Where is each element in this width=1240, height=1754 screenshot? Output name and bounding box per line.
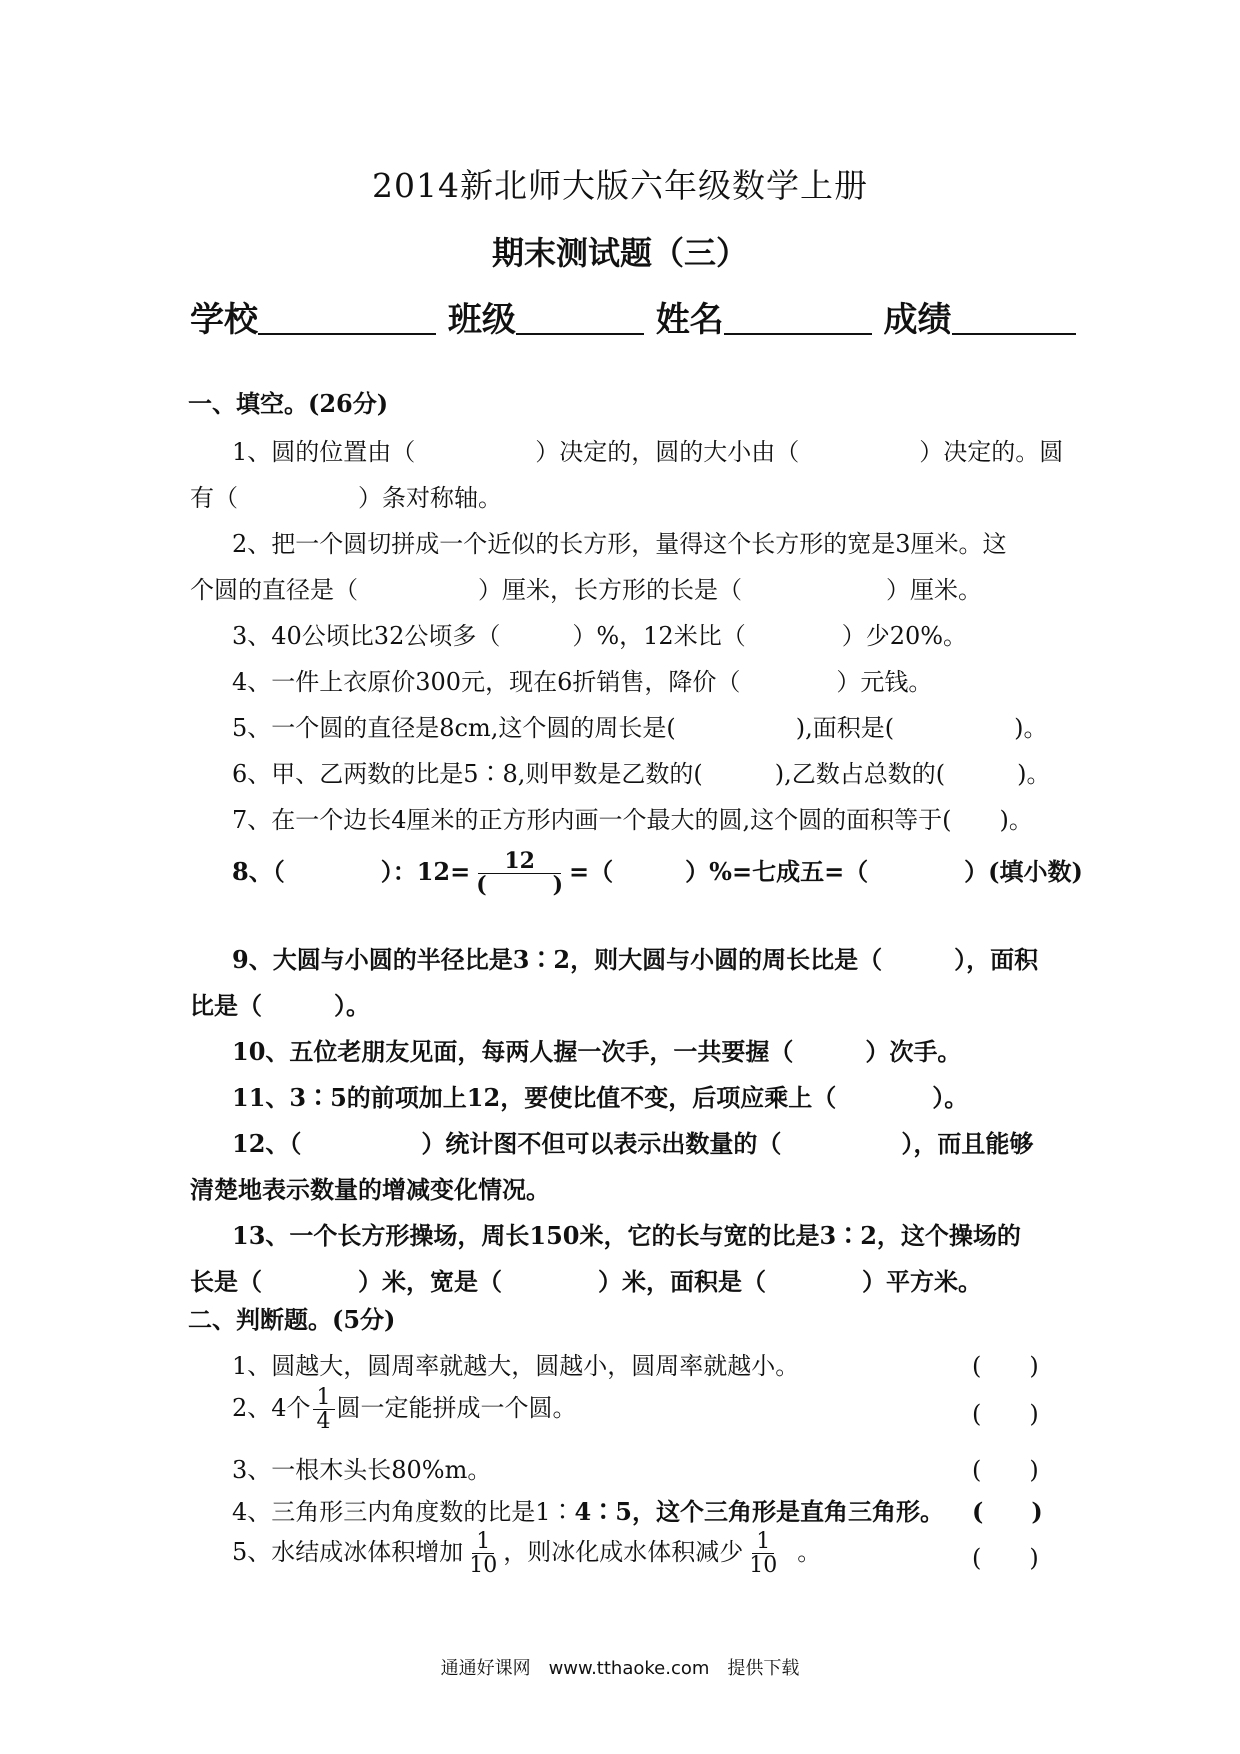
- question-11: 11、3∶5的前项加上12，要使比值不变，后项应乘上（ ）。: [232, 1083, 969, 1112]
- judgment-5-numerator-1: 1: [472, 1530, 494, 1554]
- judgment-2-denominator: 4: [316, 1409, 331, 1435]
- judgment-5-prefix: 5、水结成冰体积增加: [232, 1538, 464, 1567]
- judgment-4-prefix: 4、三角形三内角度数的比是1∶: [232, 1498, 575, 1526]
- exam-subtitle: 期末测试题（三）: [491, 234, 748, 272]
- judgment-5-fraction-1: [465, 1530, 501, 1577]
- judgment-2-fraction: [313, 1386, 335, 1433]
- school-blank[interactable]: [258, 303, 436, 335]
- question-12-line-1: 12、（ ）统计图不但可以表示出数量的（ ），而且能够: [232, 1129, 1034, 1158]
- question-9-line-1: 9、大圆与小圆的半径比是3∶2，则大圆与小圆的周长比是（ ），面积: [232, 945, 1039, 974]
- judgment-5-denominator-2: 10: [749, 1553, 778, 1579]
- section-true-false-heading: 二、判断题。(5分): [188, 1305, 396, 1334]
- exam-title: 2014新北师大版六年级数学上册: [372, 166, 868, 205]
- question-12-line-2: 清楚地表示数量的增减变化情况。: [190, 1175, 550, 1204]
- question-6: 6、甲、乙两数的比是5∶8,则甲数是乙数的( ),乙数占总数的( )。: [232, 760, 1051, 788]
- score-blank[interactable]: [952, 303, 1076, 335]
- question-13-line-1: 13、一个长方形操场，周长150米，它的长与宽的比是3∶2，这个操场的: [232, 1221, 1021, 1250]
- class-blank[interactable]: [516, 303, 644, 335]
- question-10: 10、五位老朋友见面，每两人握一次手，一共要握（ ）次手。: [232, 1037, 962, 1066]
- judgment-2-suffix: 圆一定能拼成一个圆。: [336, 1394, 577, 1423]
- question-3: 3、40公顷比32公顷多（ ）%，12米比（ ）少20%。: [232, 622, 968, 650]
- judgment-5-denominator-1: 10: [469, 1553, 498, 1579]
- judgment-5-middle: ，则冰化成水体积减少: [503, 1538, 744, 1567]
- judgment-5-fraction-2: [745, 1530, 781, 1577]
- judgment-2-prefix: 2、4个: [232, 1394, 311, 1423]
- name-label: 姓名: [655, 300, 724, 340]
- judgment-5: [232, 1530, 821, 1577]
- judgment-2-numerator: 1: [313, 1386, 335, 1410]
- score-label: 成绩: [883, 300, 952, 340]
- footer-source: 通通好课网 www.tthaoke.com 提供下载: [440, 1658, 800, 1679]
- judgment-3: 3、一根木头长80%m。: [232, 1456, 492, 1484]
- question-7: 7、在一个边长4厘米的正方形内画一个最大的圆,这个圆的面积等于( )。: [232, 806, 1033, 834]
- section-fill-blank-heading: 一、填空。(26分): [188, 389, 389, 418]
- judgment-1: 1、圆越大，圆周率就越大，圆越小，圆周率就越小。: [232, 1352, 800, 1380]
- judgment-4: [232, 1492, 944, 1527]
- judgment-5-answer[interactable]: ( ): [972, 1544, 1039, 1572]
- question-1-line-1: 1、圆的位置由（ ）决定的，圆的大小由（ ）决定的。圆: [232, 438, 1064, 466]
- class-label: 班级: [447, 300, 516, 340]
- student-info-line: [190, 292, 1076, 341]
- question-9-line-2: 比是（ ）。: [190, 991, 370, 1020]
- question-1-line-2: 有（ ）条对称轴。: [190, 484, 502, 512]
- school-label: 学校: [190, 300, 258, 340]
- question-2-line-1: 2、把一个圆切拼成一个近似的长方形，量得这个长方形的宽是3厘米。这: [232, 530, 1007, 558]
- question-8-suffix: =（ ）%=七成五=（ ）(填小数): [569, 857, 1083, 887]
- judgment-1-answer[interactable]: ( ): [972, 1352, 1039, 1380]
- question-8-numerator: 12: [478, 850, 561, 874]
- judgment-4-suffix: 4∶5，这个三角形是直角三角形。: [574, 1497, 944, 1526]
- question-4: 4、一件上衣原价300元，现在6折销售，降价（ ）元钱。: [232, 668, 933, 696]
- judgment-2-answer[interactable]: ( ): [972, 1400, 1039, 1428]
- question-8-denominator: ( ): [476, 872, 564, 899]
- question-5: 5、一个圆的直径是8cm,这个圆的周长是( ),面积是( )。: [232, 714, 1048, 742]
- question-13-line-2: 长是（ ）米，宽是（ ）米，面积是（ ）平方米。: [190, 1267, 982, 1296]
- judgment-2: [232, 1386, 577, 1433]
- question-2-line-2: 个圆的直径是（ ）厘米，长方形的长是（ ）厘米。: [190, 576, 982, 604]
- question-8-prefix: 8、（ ）：12=: [232, 857, 471, 887]
- judgment-5-numerator-2: 1: [752, 1530, 774, 1554]
- name-blank[interactable]: [724, 303, 872, 335]
- judgment-5-suffix: 。: [797, 1538, 822, 1567]
- judgment-4-answer[interactable]: ( ): [972, 1497, 1043, 1526]
- judgment-3-answer[interactable]: ( ): [972, 1456, 1039, 1484]
- question-8: [232, 850, 1083, 897]
- question-8-fraction: [472, 850, 567, 897]
